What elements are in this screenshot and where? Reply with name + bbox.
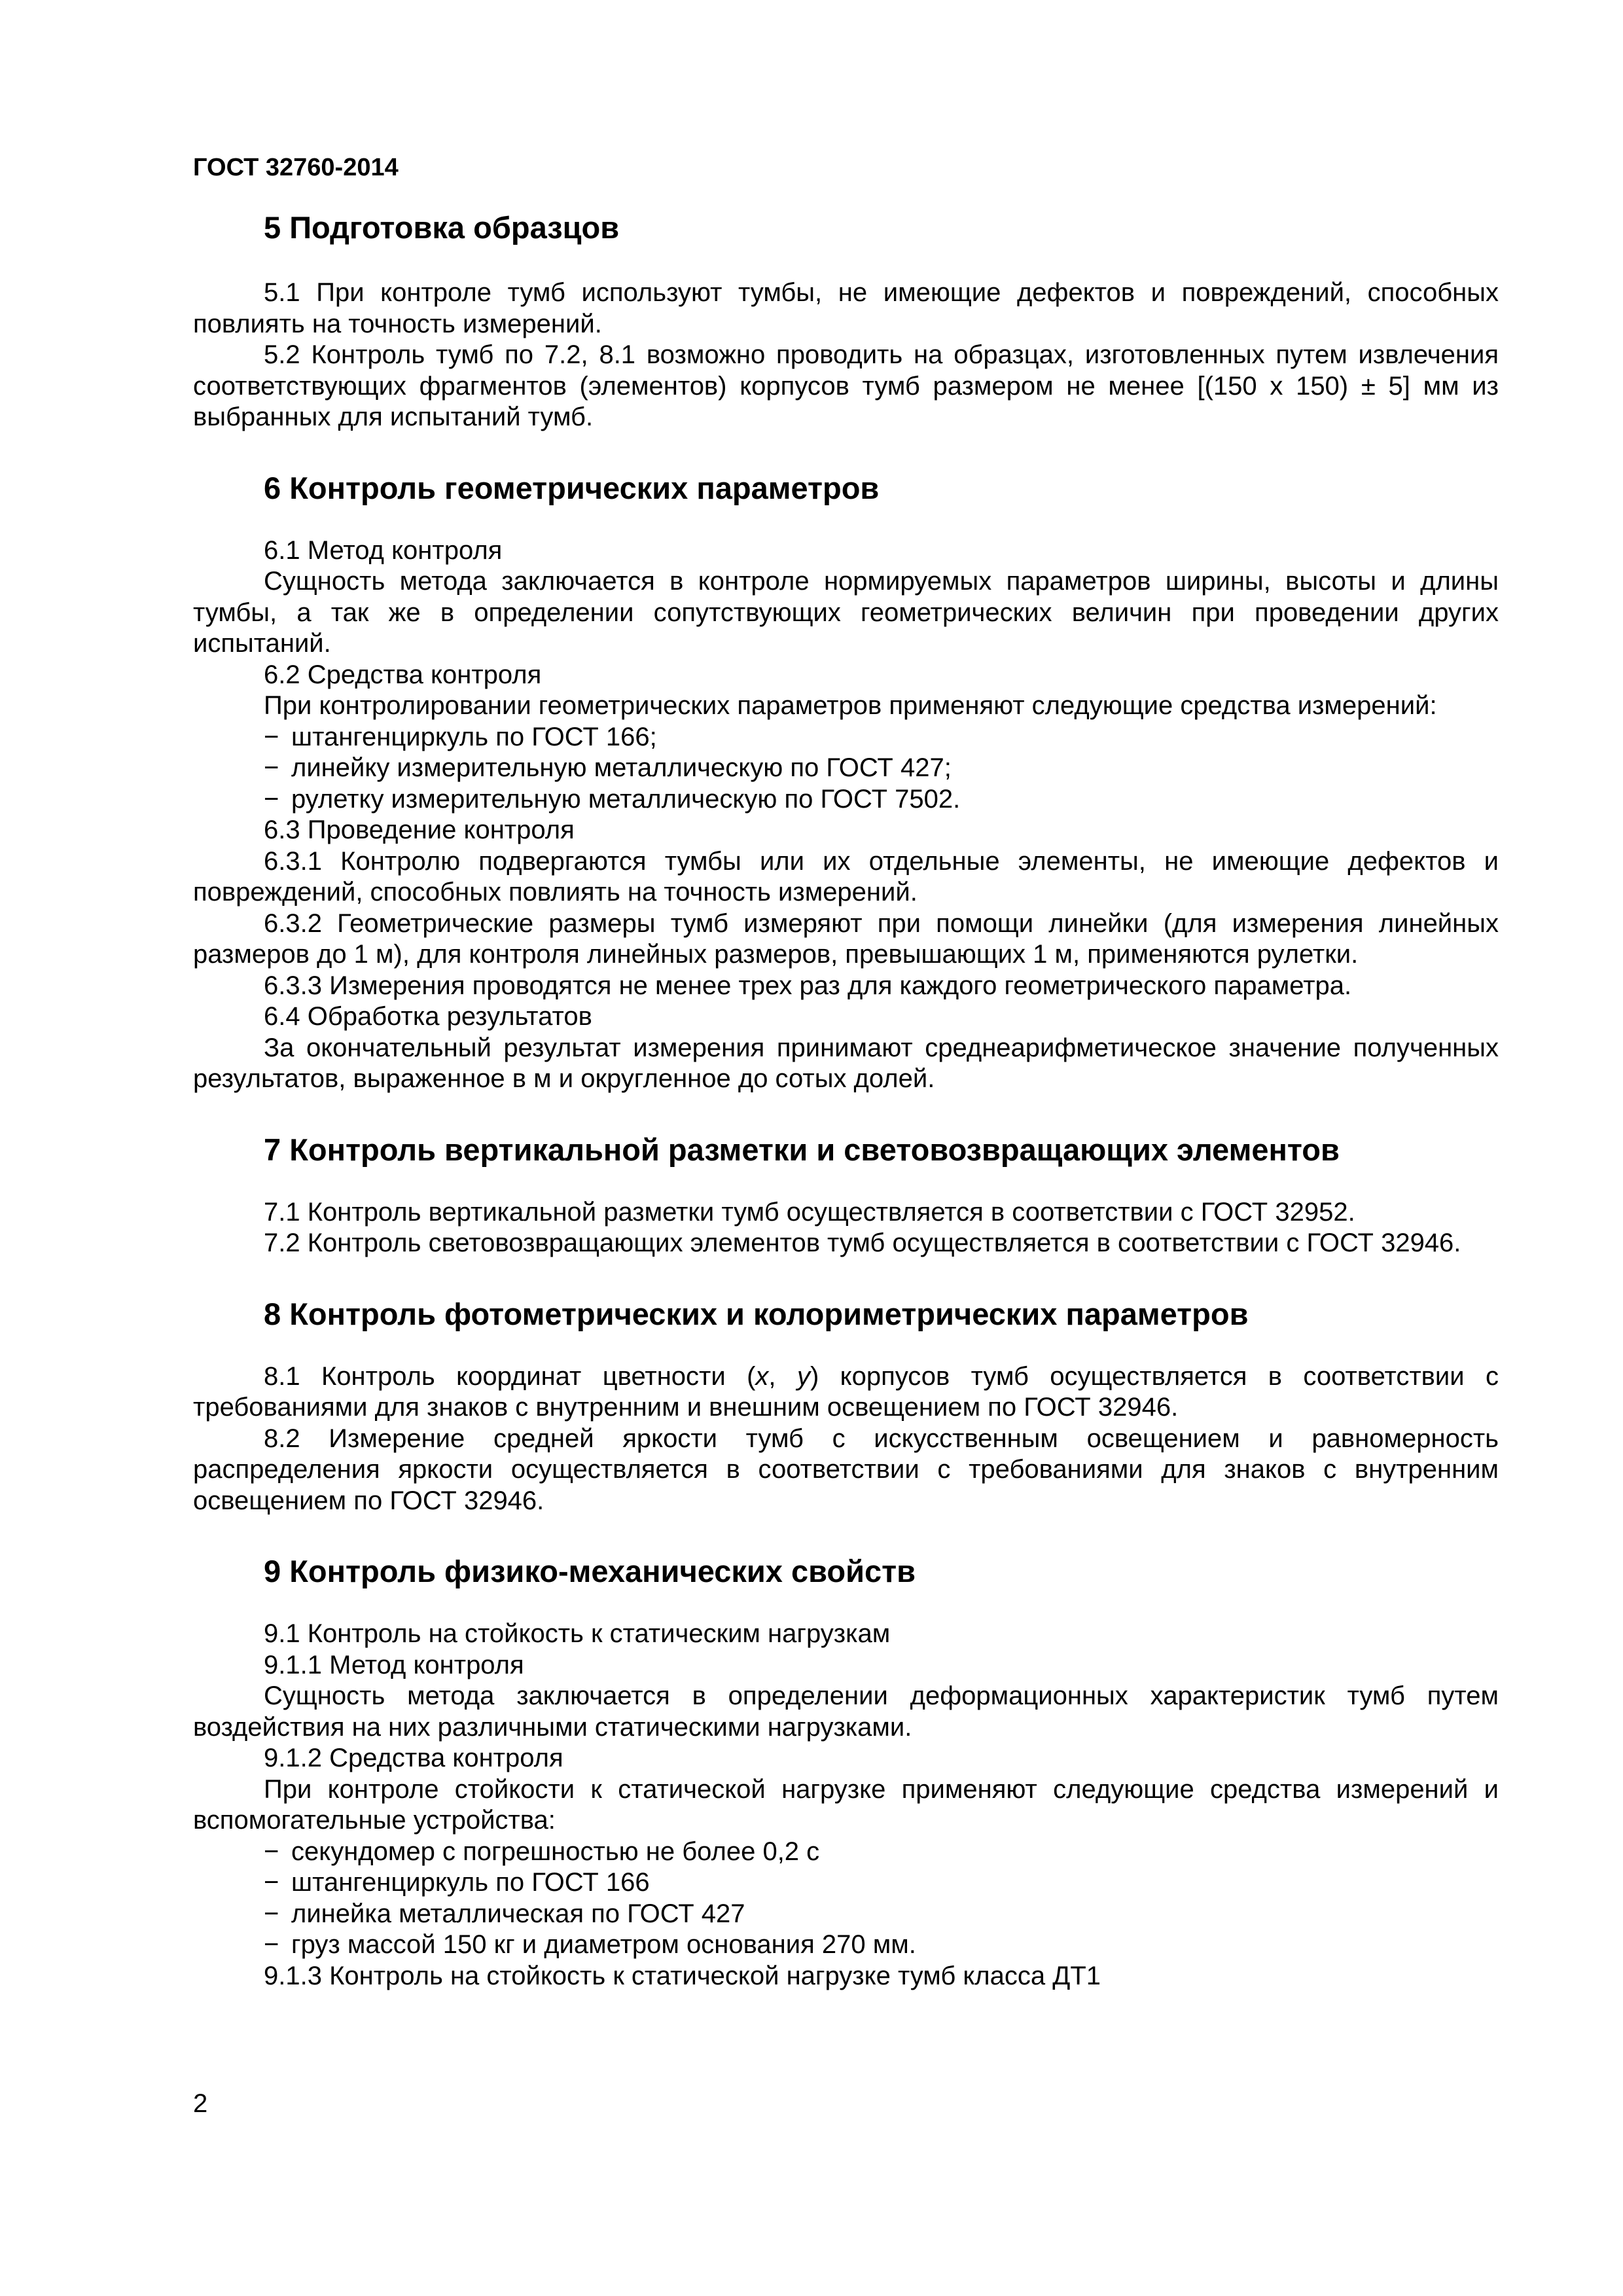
section-7-title: 7 Контроль вертикальной разметки и световозвращающих элементов [264, 1132, 1340, 1167]
paragraph-6-1-text: Сущность метода заключается в контроле нормируемых параметров ширины, высоты и длины тумбы, а так же в определении сопутствующих геометрических величин при проведении других испытаний. [193, 567, 1499, 658]
paragraph-7-2: 7.2 Контроль световозвращающих элементов тумб осуществляется в соответствии с ГОСТ 32946. [264, 1229, 1461, 1257]
paragraph-9-1-1-text: Сущность метода заключается в определении деформационных характеристик тумб путем воздействия на них различными статическими нагрузками. [193, 1681, 1499, 1742]
list-item: − линейка металлическая по ГОСТ 427 [193, 1899, 1499, 1930]
paragraph-6-2: 6.2 Средства контроля [264, 660, 542, 689]
paragraph-6-4: 6.4 Обработка результатов [264, 1002, 592, 1031]
paragraph-9-1: 9.1 Контроль на стойкость к статическим нагрузкам [264, 1619, 891, 1648]
paragraph-8-2: 8.2 Измерение средней яркости тумб с искусственным освещением и равномерность распределения яркости осуществляется в соответствии с требованиями для знаков с внутренним освещением по ГОСТ 32946. [193, 1424, 1499, 1515]
paragraph-8-1-start: 8.1 Контроль координат цветности ( [264, 1361, 756, 1391]
paragraph-5-1: 5.1 При контроле тумб используют тумбы, не имеющие дефектов и повреждений, способных повлиять на точность измерений. [193, 278, 1499, 338]
paragraph-6-4-text: За окончательный результат измерения принимают среднеарифметическое значение полученных результатов, выраженное в м и округленное до сотых долей. [193, 1033, 1499, 1093]
list-item: − линейку измерительную металлическую по ГОСТ 427; [193, 753, 1499, 784]
paragraph-6-3-3: 6.3.3 Измерения проводятся не менее трех раз для каждого геометрического параметра. [264, 971, 1352, 1000]
list-item: − секундомер с погрешностью не более 0,2 с [193, 1837, 1499, 1868]
paragraph-9-1-2: 9.1.2 Средства контроля [264, 1744, 563, 1772]
paragraph-6-3-1: 6.3.1 Контролю подвергаются тумбы или их отдельные элементы, не имеющие дефектов и повреждений, способных повлиять на точность измерений. [193, 846, 1499, 906]
document-body [193, 209, 1499, 1992]
page-number: 2 [193, 2089, 208, 2118]
section-8-title: 8 Контроль фотометрических и колориметрических параметров [264, 1296, 1249, 1331]
paragraph-5-2: 5.2 Контроль тумб по 7.2, 8.1 возможно проводить на образцах, изготовленных путем извлечения соответствующих фрагментов (элементов) корпусов тумб размером не менее [(150 х 150) ± 5] мм из выбранных для испытаний тумб. [193, 340, 1499, 431]
paragraph-6-3-2: 6.3.2 Геометрические размеры тумб измеряют при помощи линейки (для измерения линейных размеров до 1 м), для контроля линейных размеров, превышающих 1 м, применяются рулетки. [193, 908, 1499, 969]
paragraph-6-1: 6.1 Метод контроля [264, 535, 503, 565]
document-code: ГОСТ 32760-2014 [193, 154, 399, 181]
coordinate-separator: , [768, 1361, 797, 1391]
section-9-title: 9 Контроль физико-механических свойств [264, 1554, 916, 1588]
list-item: − груз массой 150 кг и диаметром основания 270 мм. [193, 1929, 1499, 1961]
list-item: − штангенциркуль по ГОСТ 166 [193, 1867, 1499, 1899]
paragraph-9-1-1: 9.1.1 Метод контроля [264, 1650, 524, 1679]
list-item: − штангенциркуль по ГОСТ 166; [193, 722, 1499, 753]
paragraph-6-2-text: При контролировании геометрических параметров применяют следующие средства измерений: [264, 691, 1437, 720]
section-5-title: 5 Подготовка образцов [264, 210, 620, 245]
paragraph-7-1: 7.1 Контроль вертикальной разметки тумб осуществляется в соответствии с ГОСТ 32952. [264, 1197, 1355, 1227]
coordinate-x: х [755, 1361, 769, 1391]
paragraph-9-1-3: 9.1.3 Контроль на стойкость к статической нагрузке тумб класса ДТ1 [264, 1961, 1101, 1990]
coordinate-y: у [796, 1361, 810, 1391]
section-6-title: 6 Контроль геометрических параметров [264, 470, 880, 505]
paragraph-8-1 [193, 1361, 1499, 1424]
paragraph-9-1-2-text: При контроле стойкости к статической нагрузке применяют следующие средства измерений и вспомогательные устройства: [193, 1774, 1499, 1835]
paragraph-8-1-end: ) корпусов тумб осуществляется в соответствии с требованиями для знаков с внутренним и внешним освещением по ГОСТ 32946. [193, 1361, 1499, 1422]
paragraph-6-3: 6.3 Проведение контроля [264, 816, 575, 844]
list-item: − рулетку измерительную металлическую по ГОСТ 7502. [193, 784, 1499, 816]
